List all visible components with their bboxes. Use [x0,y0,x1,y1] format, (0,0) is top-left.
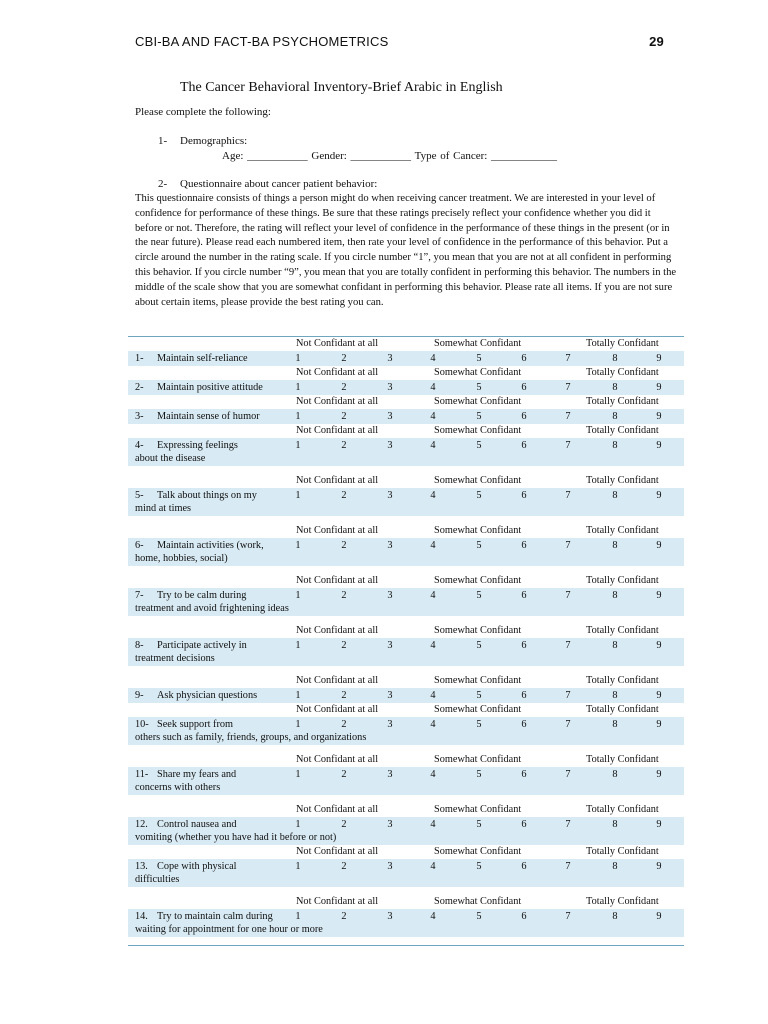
rating-option-5[interactable]: 5 [476,819,482,830]
page-number: 29 [649,34,664,49]
rating-option-9[interactable]: 9 [656,440,662,451]
rating-option-4[interactable]: 4 [430,640,436,651]
row-spacer [128,566,684,574]
table-row [128,524,684,574]
item-label [135,769,236,794]
scale-anchor-label: Totally Confidant [586,754,659,765]
scale-anchor-label: Somewhat Confidant [434,338,522,349]
rating-option-1[interactable]: 1 [295,490,301,501]
rating-option-8[interactable]: 8 [612,861,618,872]
intro-text: Please complete the following: [135,106,271,118]
item-text: difficulties [135,873,180,885]
scale-anchor-label: Somewhat Confidant [434,754,522,765]
rating-option-5[interactable]: 5 [476,490,482,501]
item-number: 4- [135,440,144,451]
scale-anchor-label: Somewhat Confidant [434,846,522,857]
rating-option-6[interactable]: 6 [521,411,527,422]
item-text: waiting for appointment for one hour or more [135,923,323,935]
questionnaire-label: Questionnaire about cancer patient behavior: [180,178,378,190]
rating-option-5[interactable]: 5 [476,911,482,922]
scale-anchor-label: Somewhat Confidant [434,425,522,436]
rating-option-1[interactable]: 1 [295,819,301,830]
scale-anchor-label: Somewhat Confidant [434,704,522,715]
rating-option-2[interactable]: 2 [341,690,347,701]
demographics-fields: Age: ___________ Gender: ___________ Type of Cancer: ____________ [222,150,558,162]
item-text: treatment decisions [135,652,215,664]
rating-option-8[interactable]: 8 [612,690,618,701]
rating-option-4[interactable]: 4 [430,769,436,780]
item-body [128,409,684,424]
table-row [128,703,684,753]
rating-option-1[interactable]: 1 [295,861,301,872]
item-text: Participate actively in [157,640,247,651]
item-number: 1- [135,353,144,364]
scale-anchor-label: Totally Confidant [586,525,659,536]
rating-option-6[interactable]: 6 [521,490,527,501]
item-body [128,717,684,745]
table-row [128,366,684,395]
rating-option-9[interactable]: 9 [656,911,662,922]
questionnaire-number: 2- [158,178,168,190]
rating-option-3[interactable]: 3 [387,640,393,651]
rating-option-8[interactable]: 8 [612,769,618,780]
item-text: Share my fears and [157,769,237,780]
rating-option-9[interactable]: 9 [656,540,662,551]
item-body [128,588,684,616]
item-label [135,861,237,886]
scale-anchor-row [128,424,684,438]
demographics-label: Demographics: [180,135,248,147]
rating-option-3[interactable]: 3 [387,769,393,780]
rating-option-4[interactable]: 4 [430,440,436,451]
rating-option-7[interactable]: 7 [565,411,571,422]
item-text: treatment and avoid frightening ideas [135,602,289,614]
item-text: Cope with physical [157,861,237,872]
item-number: 12. [135,819,148,830]
rating-option-8[interactable]: 8 [612,540,618,551]
rating-option-4[interactable]: 4 [430,590,436,601]
rating-option-4[interactable]: 4 [430,690,436,701]
scale-anchor-label: Somewhat Confidant [434,625,522,636]
rating-option-2[interactable]: 2 [341,440,347,451]
item-text: vomiting (whether you have had it before or not) [135,831,337,843]
rating-option-4[interactable]: 4 [430,490,436,501]
table-row [128,574,684,624]
item-text: Ask physician questions [157,690,258,701]
scale-anchor-row [128,366,684,380]
rating-option-7[interactable]: 7 [565,353,571,364]
document-title: The Cancer Behavioral Inventory-Brief Arabic in English [180,80,503,95]
rating-option-7[interactable]: 7 [565,861,571,872]
item-body [128,638,684,666]
rating-option-5[interactable]: 5 [476,411,482,422]
table-row [128,895,684,945]
scale-anchor-label: Somewhat Confidant [434,675,522,686]
item-body [128,859,684,887]
scale-anchor-label: Not Confidant at all [296,425,379,436]
item-text: Maintain positive attitude [157,382,263,393]
rating-option-9[interactable]: 9 [656,382,662,393]
running-title: CBI-BA AND FACT-BA PSYCHOMETRICS [135,34,389,49]
item-label [135,590,289,615]
scale-anchor-label: Totally Confidant [586,704,659,715]
item-text: Expressing feelings [157,440,238,451]
item-body [128,380,684,395]
item-number: 7- [135,590,144,601]
rating-option-3[interactable]: 3 [387,353,393,364]
scale-anchor-label: Not Confidant at all [296,754,379,765]
rating-option-7[interactable]: 7 [565,590,571,601]
item-body [128,909,684,937]
rating-option-1[interactable]: 1 [295,690,301,701]
rating-option-3[interactable]: 3 [387,861,393,872]
row-spacer [128,466,684,474]
scale-anchor-label: Somewhat Confidant [434,896,522,907]
scale-anchor-label: Not Confidant at all [296,804,379,815]
scale-anchor-label: Not Confidant at all [296,475,379,486]
rating-option-7[interactable]: 7 [565,640,571,651]
scale-anchor-row [128,674,684,688]
row-spacer [128,795,684,803]
scale-anchor-row [128,574,684,588]
scale-anchor-row [128,753,684,767]
item-number: 10- [135,719,149,730]
item-number: 9- [135,690,144,701]
rating-option-5[interactable]: 5 [476,640,482,651]
rating-option-6[interactable]: 6 [521,769,527,780]
rating-option-3[interactable]: 3 [387,690,393,701]
scale-anchor-label: Not Confidant at all [296,846,379,857]
row-spacer [128,666,684,674]
item-text: Maintain activities (work, [157,540,264,551]
scale-anchor-label: Somewhat Confidant [434,525,522,536]
scale-anchor-label: Totally Confidant [586,804,659,815]
item-label [135,353,248,366]
table-row [128,753,684,803]
scale-anchor-label: Totally Confidant [586,396,659,407]
row-spacer [128,887,684,895]
rating-option-2[interactable]: 2 [341,719,347,730]
rating-option-7[interactable]: 7 [565,490,571,501]
item-label [135,640,247,665]
scale-anchor-label: Somewhat Confidant [434,475,522,486]
table-row [128,424,684,474]
rating-option-1[interactable]: 1 [295,640,301,651]
rating-option-5[interactable]: 5 [476,769,482,780]
item-label [135,690,257,703]
rating-option-9[interactable]: 9 [656,819,662,830]
rating-option-4[interactable]: 4 [430,911,436,922]
item-body [128,438,684,466]
rating-option-3[interactable]: 3 [387,719,393,730]
rating-option-2[interactable]: 2 [341,819,347,830]
item-label [135,540,264,565]
scale-anchor-label: Totally Confidant [586,625,659,636]
item-label [135,382,263,395]
item-text: Talk about things on my [157,490,257,501]
rating-option-2[interactable]: 2 [341,861,347,872]
item-number: 13. [135,861,148,872]
item-number: 6- [135,540,144,551]
rating-option-2[interactable]: 2 [341,640,347,651]
scale-anchor-label: Not Confidant at all [296,896,379,907]
rating-option-1[interactable]: 1 [295,353,301,364]
item-text: others such as family, friends, groups, and organizations [135,731,367,743]
row-spacer [128,616,684,624]
item-text: Maintain sense of humor [157,411,260,422]
scale-anchor-label: Totally Confidant [586,846,659,857]
rating-option-1[interactable]: 1 [295,440,301,451]
rating-option-1[interactable]: 1 [295,719,301,730]
scale-anchor-label: Not Confidant at all [296,704,379,715]
scale-anchor-label: Not Confidant at all [296,396,379,407]
item-text: Maintain self-reliance [157,353,248,364]
scale-anchor-label: Somewhat Confidant [434,396,522,407]
item-text: mind at times [135,502,192,514]
rating-option-6[interactable]: 6 [521,911,527,922]
rating-option-8[interactable]: 8 [612,590,618,601]
item-number: 3- [135,411,144,422]
rating-option-6[interactable]: 6 [521,690,527,701]
rating-option-9[interactable]: 9 [656,353,662,364]
rating-option-2[interactable]: 2 [341,353,347,364]
item-text: about the disease [135,452,206,464]
scale-anchor-label: Totally Confidant [586,475,659,486]
scale-anchor-row [128,803,684,817]
scale-anchor-label: Not Confidant at all [296,575,379,586]
rating-option-7[interactable]: 7 [565,440,571,451]
rating-option-7[interactable]: 7 [565,540,571,551]
scale-anchor-label: Totally Confidant [586,675,659,686]
row-spacer [128,745,684,753]
rating-option-9[interactable]: 9 [656,690,662,701]
questionnaire-heading [158,178,377,190]
rating-table [128,336,684,946]
rating-option-3[interactable]: 3 [387,590,393,601]
item-text: Try to be calm during [157,590,247,601]
instructions-paragraph: This questionnaire consists of things a person might do when receiving cancer treatment. We are interested in your level of confidence for performance of these things. Be sure that these ratings precisely reflect your confidence whether you did it before or not. Therefore, the rating will reflect your level of confidence in the performance of these things in the present (or in the near future). Please read each numbered item, then rate your level of confidence in the performance of this behavior. Put a circle around the number in the rating scale. If you circle number “1”, you mean that you are not at all confident in performing this behavior. If you circle number “9”, you mean that you are totally confident in performing this behavior. The numbers in the middle of the scale show that you are somewhat confidant in performing this behavior. Please rate all items. If you are not sure about certain items, please provide the best rating you can. [135,193,677,308]
scale-anchor-label: Totally Confidant [586,367,659,378]
rating-option-6[interactable]: 6 [521,540,527,551]
item-label [135,490,257,515]
demographics-number: 1- [158,135,168,147]
rating-option-4[interactable]: 4 [430,719,436,730]
rating-option-7[interactable]: 7 [565,382,571,393]
scale-anchor-row [128,624,684,638]
scale-anchor-row [128,524,684,538]
scale-anchor-row [128,395,684,409]
item-body [128,817,684,845]
rating-option-6[interactable]: 6 [521,719,527,730]
rating-option-3[interactable]: 3 [387,411,393,422]
item-body [128,767,684,795]
scale-anchor-label: Not Confidant at all [296,675,379,686]
item-number: 14. [135,911,148,922]
item-body [128,351,684,366]
rating-option-2[interactable]: 2 [341,590,347,601]
rating-option-2[interactable]: 2 [341,540,347,551]
rating-option-8[interactable]: 8 [612,640,618,651]
item-text: Seek support from [157,719,234,730]
row-spacer [128,937,684,945]
rating-option-7[interactable]: 7 [565,911,571,922]
rating-option-9[interactable]: 9 [656,640,662,651]
rating-option-4[interactable]: 4 [430,861,436,872]
scale-anchor-label: Not Confidant at all [296,625,379,636]
item-body [128,538,684,566]
rating-option-5[interactable]: 5 [476,440,482,451]
table-row [128,674,684,703]
item-label [135,819,336,844]
item-body [128,488,684,516]
rating-option-5[interactable]: 5 [476,861,482,872]
rating-option-3[interactable]: 3 [387,540,393,551]
scale-anchor-label: Somewhat Confidant [434,575,522,586]
rating-option-9[interactable]: 9 [656,719,662,730]
rating-option-8[interactable]: 8 [612,911,618,922]
rating-option-2[interactable]: 2 [341,490,347,501]
item-label [135,719,366,744]
rating-option-9[interactable]: 9 [656,411,662,422]
rating-option-1[interactable]: 1 [295,911,301,922]
demographics-heading [158,135,247,147]
rating-option-2[interactable]: 2 [341,769,347,780]
scale-anchor-label: Totally Confidant [586,338,659,349]
item-number: 5- [135,490,144,501]
item-text: Control nausea and [157,819,237,830]
rating-option-1[interactable]: 1 [295,382,301,393]
rating-option-3[interactable]: 3 [387,490,393,501]
rating-option-3[interactable]: 3 [387,440,393,451]
rating-option-8[interactable]: 8 [612,819,618,830]
rating-option-9[interactable]: 9 [656,490,662,501]
rating-option-4[interactable]: 4 [430,382,436,393]
scale-anchor-row [128,703,684,717]
rating-option-9[interactable]: 9 [656,769,662,780]
item-body [128,688,684,703]
rating-option-5[interactable]: 5 [476,590,482,601]
rating-option-6[interactable]: 6 [521,640,527,651]
rating-option-4[interactable]: 4 [430,819,436,830]
rating-option-1[interactable]: 1 [295,590,301,601]
item-text: home, hobbies, social) [135,552,228,564]
rating-option-1[interactable]: 1 [295,411,301,422]
table-row [128,337,684,366]
item-label [135,411,260,424]
rating-option-8[interactable]: 8 [612,719,618,730]
rating-option-8[interactable]: 8 [612,411,618,422]
item-label [135,440,238,465]
rating-option-1[interactable]: 1 [295,769,301,780]
rating-option-7[interactable]: 7 [565,690,571,701]
row-spacer [128,516,684,524]
rating-option-6[interactable]: 6 [521,819,527,830]
rating-option-5[interactable]: 5 [476,690,482,701]
rating-option-3[interactable]: 3 [387,382,393,393]
scale-anchor-label: Somewhat Confidant [434,804,522,815]
rating-option-5[interactable]: 5 [476,353,482,364]
rating-option-9[interactable]: 9 [656,590,662,601]
table-row [128,803,684,845]
table-row [128,395,684,424]
rating-option-7[interactable]: 7 [565,819,571,830]
table-row [128,624,684,674]
rating-option-6[interactable]: 6 [521,861,527,872]
scale-anchor-row [128,474,684,488]
rating-option-6[interactable]: 6 [521,353,527,364]
rating-option-8[interactable]: 8 [612,440,618,451]
rating-option-8[interactable]: 8 [612,382,618,393]
rating-option-1[interactable]: 1 [295,540,301,551]
rating-option-7[interactable]: 7 [565,769,571,780]
rating-option-4[interactable]: 4 [430,353,436,364]
rating-option-6[interactable]: 6 [521,382,527,393]
rating-option-2[interactable]: 2 [341,382,347,393]
scale-anchor-row [128,895,684,909]
rating-option-8[interactable]: 8 [612,490,618,501]
item-text: concerns with others [135,781,221,793]
scale-anchor-label: Somewhat Confidant [434,367,522,378]
rating-option-5[interactable]: 5 [476,719,482,730]
scale-anchor-row [128,845,684,859]
table-row [128,845,684,895]
rating-option-2[interactable]: 2 [341,911,347,922]
rating-option-5[interactable]: 5 [476,540,482,551]
scale-anchor-label: Not Confidant at all [296,367,379,378]
scale-anchor-label: Totally Confidant [586,896,659,907]
scale-anchor-row [128,337,684,351]
scale-anchor-label: Not Confidant at all [296,525,379,536]
rating-option-5[interactable]: 5 [476,382,482,393]
item-text: Try to maintain calm during [157,911,273,922]
rating-option-8[interactable]: 8 [612,353,618,364]
rating-option-4[interactable]: 4 [430,540,436,551]
rating-option-3[interactable]: 3 [387,911,393,922]
scale-anchor-label: Totally Confidant [586,575,659,586]
rating-option-6[interactable]: 6 [521,590,527,601]
rating-option-4[interactable]: 4 [430,411,436,422]
rating-option-9[interactable]: 9 [656,861,662,872]
scale-anchor-label: Totally Confidant [586,425,659,436]
rating-option-3[interactable]: 3 [387,819,393,830]
rating-option-6[interactable]: 6 [521,440,527,451]
running-header [135,34,664,52]
item-number: 8- [135,640,144,651]
rating-option-7[interactable]: 7 [565,719,571,730]
scale-anchor-label: Not Confidant at all [296,338,379,349]
rating-option-2[interactable]: 2 [341,411,347,422]
item-number: 11- [135,769,149,780]
item-number: 2- [135,382,144,393]
table-row [128,474,684,524]
